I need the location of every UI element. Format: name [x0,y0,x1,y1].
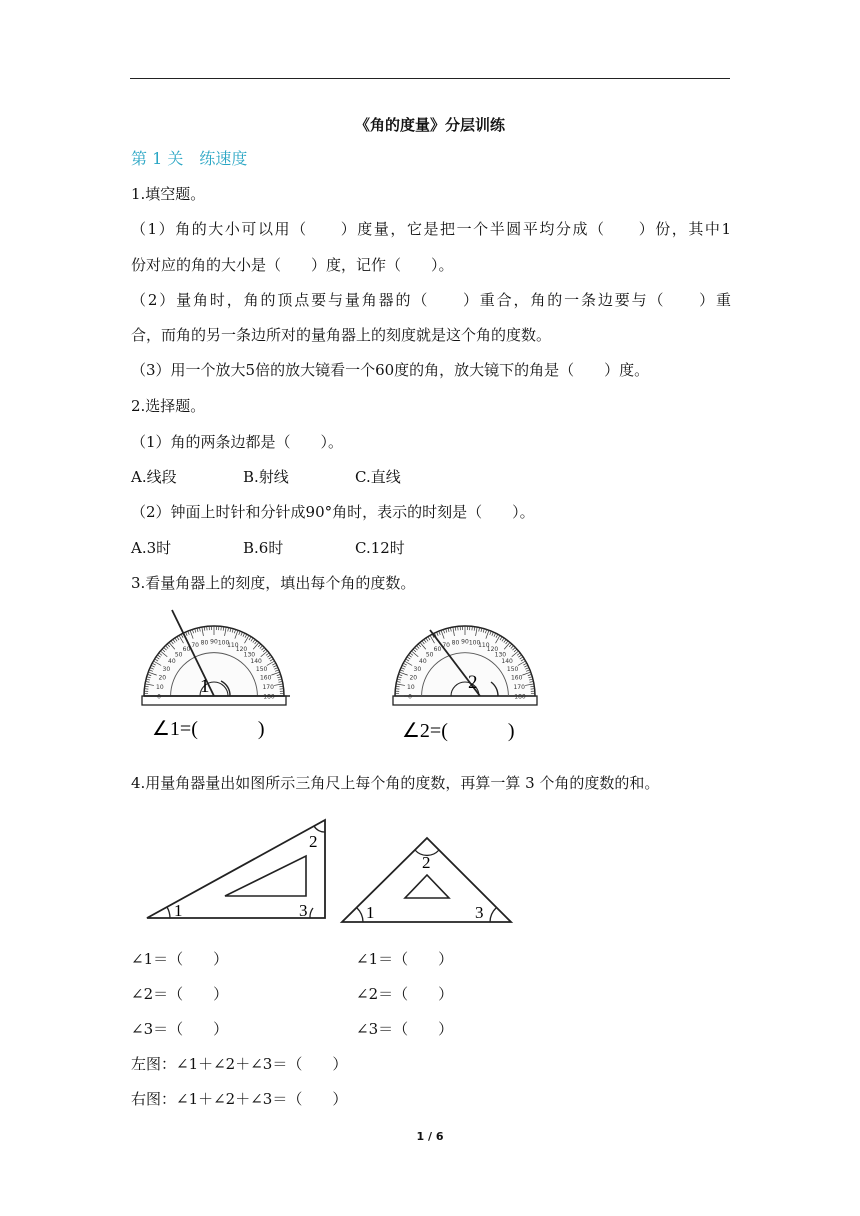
q2-p1-option-a: A.线段 [131,468,177,486]
right-corner-2: 2 [422,853,431,872]
left-corner-2: 2 [309,832,318,851]
left-protractor-scale-label: 150 [255,666,268,673]
right-protractor-scale-label: 130 [494,651,507,659]
page-number: 1 / 6 [416,1130,444,1143]
q2-p1-option-c: C.直线 [355,468,401,486]
left-protractor-scale-label: 60 [182,645,191,653]
left-protractor-scale-label: 180 [263,693,275,701]
page-title: 《角的度量》分层训练 [354,116,505,134]
q1-p1-line2: 份对应的角的大小是（ ）度，记作（ ）。 [131,256,454,274]
set-square-figure [130,800,530,940]
left-angle-3-answer: ∠3＝（ ） [131,1020,229,1038]
left-protractor-scale-label: 10 [156,683,164,691]
q1-heading: 1.填空题。 [131,185,206,203]
q1-p3: （3）用一个放大5倍的放大镜看一个60度的角，放大镜下的角是（ ）度。 [131,361,650,379]
right-angle-2-answer: ∠2＝（ ） [356,985,454,1003]
left-corner-1: 1 [174,901,183,920]
right-angle-3-answer: ∠3＝（ ） [356,1020,454,1038]
q1-p2-line2: 合，而角的另一条边所对的量角器上的刻度就是这个角的度数。 [131,326,552,344]
q2-p2-option-c: C.12时 [355,539,405,557]
right-protractor-scale-label: 150 [506,666,519,673]
q2-p2-option-a: A.3时 [131,539,172,557]
left-protractor-scale-label: 110 [227,641,239,649]
left-protractor [142,626,286,705]
left-protractor-scale-label: 120 [235,645,248,653]
left-protractor-scale-label: 100 [217,639,230,647]
right-protractor-scale-label: 160 [510,674,523,682]
left-corner-3-arc [310,908,313,918]
q2-p1: （1）角的两条边都是（ ）。 [131,433,344,451]
right-protractor-scale-label: 80 [451,639,460,647]
right-angle-label: ∠2=( ) [402,720,515,742]
left-protractor-scale-label: 170 [262,683,274,691]
q2-heading: 2.选择题。 [131,397,206,415]
right-protractor [393,626,537,705]
left-protractor-scale-label: 90 [210,638,218,646]
right-protractor-scale-label: 120 [486,645,499,653]
right-protractor-scale-label: 0 [408,693,412,701]
right-corner-1: 1 [366,903,375,922]
right-corner-1-arc [357,908,363,922]
right-protractor-scale-label: 40 [419,658,427,666]
right-corner-3-arc [490,908,496,922]
left-protractor-scale-label: 80 [200,639,209,647]
right-angle-number: 2 [468,672,478,693]
right-protractor-scale-label: 30 [413,666,422,673]
header-rule [130,78,730,79]
left-angle-label: ∠1=( ) [152,718,265,740]
right-angle-1-answer: ∠1＝（ ） [356,950,454,968]
right-protractor-scale-label: 20 [409,674,418,682]
q1-p1-line1: （1）角的大小可以用（ ）度量，它是把一个半圆平均分成（ ）份，其中1 [131,220,731,238]
left-angle-1-answer: ∠1＝（ ） [131,950,229,968]
left-set-square-hole [225,856,306,896]
left-figure-sum: 左图：∠1＋∠2＋∠3＝（ ） [131,1055,348,1073]
q2-p2: （2）钟面上时针和分针成90°角时，表示的时刻是（ ）。 [131,503,535,521]
right-protractor-scale-label: 70 [442,641,451,649]
right-protractor-scale-label: 140 [501,658,513,666]
left-corner-3: 3 [299,901,308,920]
left-protractor-scale-label: 130 [243,651,256,659]
q3-heading: 3.看量角器上的刻度，填出每个角的度数。 [131,574,416,592]
left-corner-1-arc [167,907,170,918]
right-protractor-scale-label: 50 [425,651,434,659]
right-protractor-scale-label: 170 [513,683,525,691]
left-protractor-scale-label: 0 [157,693,161,701]
left-protractor-scale-label: 140 [250,658,262,666]
right-set-square-hole [405,875,449,898]
left-protractor-scale-label: 70 [191,641,200,649]
protractor-figure [130,600,550,750]
q1-p2-line1: （2）量角时，角的顶点要与量角器的（ ）重合，角的一条边要与（ ）重 [131,291,731,309]
left-protractor-scale-label: 160 [259,674,272,682]
q2-p2-option-b: B.6时 [243,539,284,557]
right-corner-3: 3 [475,903,484,922]
q4-heading: 4.用量角器量出如图所示三角尺上每个角的度数，再算一算 3 个角的度数的和。 [131,774,660,792]
right-protractor-scale-label: 110 [478,641,490,649]
right-protractor-scale-label: 100 [468,639,481,647]
left-protractor-scale-label: 40 [168,658,176,666]
left-protractor-scale-label: 30 [162,666,171,673]
right-protractor-scale-label: 180 [514,693,526,701]
right-protractor-scale-label: 60 [433,645,442,653]
right-figure-sum: 右图：∠1＋∠2＋∠3＝（ ） [131,1090,348,1108]
right-protractor-scale-label: 90 [461,638,469,646]
q2-p1-option-b: B.射线 [243,468,289,486]
section-heading: 第 1 关 练速度 [131,149,248,168]
right-protractor-scale-label: 10 [407,683,415,691]
left-protractor-scale-label: 50 [174,651,183,659]
left-angle-2-answer: ∠2＝（ ） [131,985,229,1003]
left-protractor-scale-label: 20 [158,674,167,682]
left-angle-number: 1 [200,676,210,697]
